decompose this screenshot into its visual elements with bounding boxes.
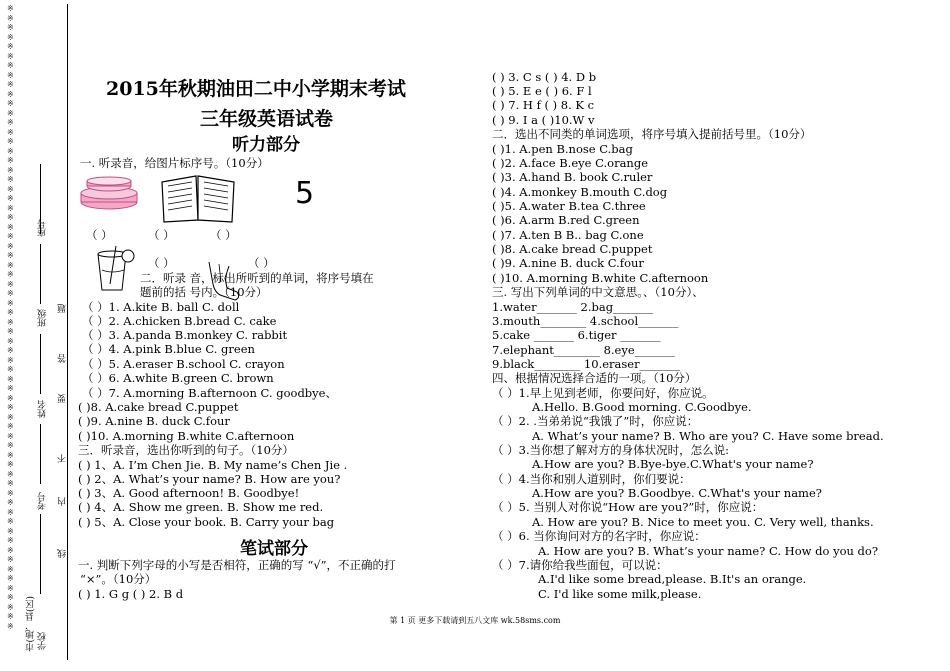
question-item[interactable]: （ ）4. A.pink B.blue C. green: [82, 342, 255, 356]
question-item[interactable]: 3.mouth________ 4.school_______: [492, 314, 679, 328]
section-instruction: “×”。（10分）: [80, 572, 157, 586]
class-label: 班级: [38, 309, 48, 327]
question-item[interactable]: ( ) 5. E e ( ) 6. F l: [492, 84, 592, 98]
answer-options: A.I'd like some bread,please. B.It's an orange.: [538, 572, 807, 586]
answer-options: A. What’s your name? B. Who are you? C. Have some bread.: [532, 429, 884, 443]
answer-blank[interactable]: （ ）: [86, 228, 113, 242]
notice-char: 线: [58, 549, 68, 558]
school-label: 学校: [38, 632, 48, 650]
question-item[interactable]: （ ）1.早上见到老师，你要问好，你应说。: [492, 386, 714, 400]
cake-picture: [78, 176, 140, 212]
question-item[interactable]: ( ) 2、A. What’s your name? B. How are you?: [78, 472, 341, 486]
question-item[interactable]: 7.elephant________ 8.eye_______: [492, 343, 675, 357]
question-item[interactable]: 5.cake _______ 6.tiger _______: [492, 328, 661, 342]
question-item[interactable]: ( )8. A.cake bread C.puppet: [78, 400, 239, 414]
exam-subtitle: 三年级英语试卷: [200, 108, 334, 130]
question-item[interactable]: ( )6. A.arm B.red C.green: [492, 213, 640, 227]
question-item[interactable]: 9.black________ 10.eraser_______: [492, 357, 680, 371]
question-item[interactable]: （ ）6. 当你询问对方的名字时，你应说：: [492, 529, 706, 543]
dashed-line: [40, 334, 41, 394]
picture-number: 5: [295, 176, 315, 211]
question-item[interactable]: ( )3. A.hand B. book C.ruler: [492, 170, 653, 184]
question-item[interactable]: ( )5. A.water B.tea C.three: [492, 199, 646, 213]
question-item[interactable]: ( ) 5、A. Close your book. B. Carry your bag: [78, 515, 335, 529]
question-item[interactable]: ( )7. A.ten B B.. bag C.one: [492, 228, 644, 242]
section-instruction: 一. 听录音，给图片标序号。（10分）: [80, 156, 269, 170]
seat-label: 座号: [38, 219, 48, 237]
question-item[interactable]: ( ) 1. G g ( ) 2. B d: [78, 587, 184, 601]
question-item[interactable]: （ ）3. A.panda B.monkey C. rabbit: [82, 328, 288, 342]
notice-char: 内: [58, 497, 68, 506]
answer-options: A.Hello. B.Good morning. C.Goodbye.: [532, 400, 752, 414]
answer-options: C. I'd like some milk,please.: [538, 587, 702, 601]
section-instruction: 四、根据情况选择合适的一项。（10分）: [492, 371, 697, 385]
question-item[interactable]: （ ）4.当你和别人道别时，你们要说：: [492, 472, 691, 486]
notice-char: 不: [58, 454, 68, 463]
question-item[interactable]: （ ）2. .当弟弟说“我饿了”时，你应说：: [492, 414, 699, 428]
section-instruction: 二．听录 音，标出所听到的单词，将序号填在: [140, 271, 374, 285]
answer-options: A.How are you? B.Bye-bye.C.What's your name?: [532, 457, 814, 471]
notice-char: 题: [58, 304, 68, 313]
question-item[interactable]: ( ) 7. H f ( ) 8. K c: [492, 98, 595, 112]
listening-heading: 听力部分: [232, 135, 300, 155]
answer-blank[interactable]: （ ）: [248, 256, 275, 270]
juice-glass-picture: [88, 244, 138, 294]
section-instruction: 一. 判断下列字母的小写是否相符，正确的写 “√”，不正确的打: [78, 558, 396, 572]
question-item[interactable]: ( ) 4、A. Show me green. B. Show me red.: [78, 500, 324, 514]
exam-title: 2015年秋期油田二中小学期末考试: [106, 78, 406, 100]
question-item[interactable]: （ ）6. A.white B.green C. brown: [82, 371, 274, 385]
section-instruction: 三. 写出下列单词的中文意思。、（10分）、: [492, 285, 704, 299]
question-item[interactable]: （ ）3.当你想了解对方的身体状况时，怎么说:: [492, 443, 729, 457]
question-item[interactable]: （ ）7.请你给我些面包，可以说：: [492, 558, 668, 572]
page-footer: 第 1 页 更多下载请到五八文库 wk.58sms.com: [389, 616, 561, 625]
dashed-line: [40, 244, 41, 304]
question-item[interactable]: ( )10. A.morning B.white C.afternoon: [492, 271, 709, 285]
answer-options: A. How are you? B. Nice to meet you. C. Very well, thanks.: [532, 515, 874, 529]
dashed-line: [40, 424, 41, 484]
star-border: ※※※※※※※※※※※※※※※※※※※※※※※※※※※※※※※※※※※※※※※※※※※※※※※※※※※※※※※※※※※※※※※※※※: [7, 4, 14, 631]
exam-no-label: 考号: [38, 492, 48, 510]
notice-char: 要: [58, 394, 68, 403]
answer-blank[interactable]: （ ）: [148, 228, 175, 242]
question-item[interactable]: ( )8. A.cake bread C.puppet: [492, 242, 653, 256]
question-item[interactable]: ( )9. A.nine B. duck C.four: [78, 414, 230, 428]
section-instruction: 二．选出不同类的单词选项，将序号填入提前括号里。（10分）: [492, 127, 812, 141]
question-item[interactable]: ( ) 1、A. I’m Chen Jie. B. My name’s Chen Jie .: [78, 458, 348, 472]
binding-margin: [4, 4, 68, 660]
answer-options: A.How are you? B.Goodbye. C.What's your name?: [532, 486, 822, 500]
question-item[interactable]: （ ）7. A.morning B.afternoon C. goodbye、: [82, 386, 337, 400]
question-item[interactable]: （ ）5. A.eraser B.school C. crayon: [82, 357, 285, 371]
answer-blank[interactable]: （ ）: [148, 256, 175, 270]
question-item[interactable]: （ ）2. A.chicken B.bread C. cake: [82, 314, 277, 328]
dashed-line: [40, 514, 41, 594]
question-item[interactable]: （ ）1. A.kite B. ball C. doll: [82, 300, 240, 314]
name-label: 姓名: [38, 400, 48, 418]
section-instruction: 题前的括 号内。（10分）: [140, 285, 268, 299]
question-item[interactable]: 1.water_______ 2.bag_______: [492, 300, 654, 314]
district-label: 市(地、县(区): [26, 596, 36, 652]
question-item[interactable]: ( )1. A.pen B.nose C.bag: [492, 142, 633, 156]
answer-blank[interactable]: （ ）: [210, 228, 237, 242]
question-item[interactable]: ( )4. A.monkey B.mouth C.dog: [492, 185, 668, 199]
question-item[interactable]: ( ) 9. I a ( )10.W v: [492, 113, 595, 127]
question-item[interactable]: （ ）5. 当别人对你说“How are you?”时，你应说：: [492, 500, 764, 514]
writing-heading: 笔试部分: [240, 539, 308, 559]
notice-char: 答: [58, 354, 68, 363]
answer-options: A. How are you? B. What’s your name? C. How do you do?: [538, 544, 879, 558]
question-item[interactable]: ( ) 3、A. Good afternoon! B. Goodbye!: [78, 486, 300, 500]
question-item[interactable]: ( )2. A.face B.eye C.orange: [492, 156, 648, 170]
question-item[interactable]: ( )9. A.nine B. duck C.four: [492, 256, 644, 270]
question-item[interactable]: ( ) 3. C s ( ) 4. D b: [492, 70, 597, 84]
question-item[interactable]: ( )10. A.morning B.white C.afternoon: [78, 429, 295, 443]
section-instruction: 三．听录音，选出你听到的句子。（10分）: [78, 443, 294, 457]
book-picture: [158, 172, 238, 224]
